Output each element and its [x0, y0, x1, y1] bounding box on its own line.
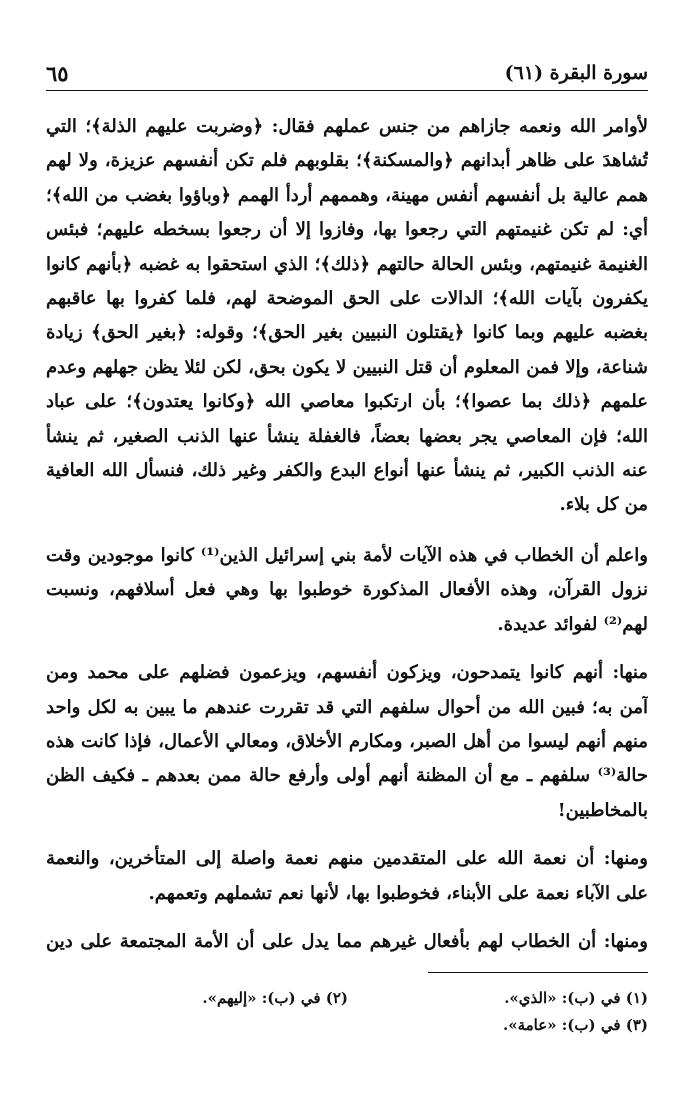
- paragraph: واعلم أن الخطاب في هذه الآيات لأمة بني إسرائيل الذين⁽¹⁾ كانوا موجودين وقت نزول القرآن، وهذه الأفعال المذكورة خوطبوا بها وهي فعل أسلافهم، ونسبت لهم⁽²⁾ لفوائد عديدة.: [46, 544, 648, 635]
- footnotes: [46, 985, 648, 1039]
- footnote-row: [46, 985, 648, 1012]
- footnote-divider: [428, 972, 648, 973]
- paragraph: ومنها: أن نعمة الله على المتقدمين منهم نعمة واصلة إلى المتأخرين، والنعمة على الآباء نعمة على الأبناء، فخوطبوا بها، لأنها نعم تشملهم وتعمهم.: [46, 848, 648, 904]
- paragraph: ومنها: أن الخطاب لهم بأفعال غيرهم مما يدل على أن الأمة المجتمعة على دين: [46, 930, 648, 952]
- page-number: ٦٥: [46, 60, 69, 86]
- paragraph: منها: أنهم كانوا يتمدحون، ويزكون أنفسهم، ويزعمون فضلهم على محمد ومن آمن به؛ فبين الله من أحوال سلفهم التي قد تقررت عندهم ما يبين به لكل واحد منهم أنهم ليسوا من أهل الصبر، ومكارم الأخلاق، ومعالي الأعمال، فإذا كانت هذه حالة⁽³⁾ سلفهم ـ مع أن المظنة أنهم أولى وأرفع حالة ممن بعدهم ـ فكيف الظن بالمخاطبين!: [46, 662, 648, 821]
- paragraph: لأوامر الله ونعمه جازاهم من جنس عملهم فقال: ﴿وضربت عليهم الذلة﴾؛ التي تُشاهدَ على ظاهر أبدانهم ﴿والمسكنة﴾؛ بقلوبهم فلم تكن أنفسهم عزيزة، ولا لهم همم عالية بل أنفسهم أنفس مهينة، وهممهم أردأ الهمم ﴿وباؤوا بغضب من الله﴾؛ أي: لم تكن غنيمتهم التي رجعوا بها، وفازوا إلا أن رجعوا بسخطه عليهم؛ فبئس الغنيمة غنيمتهم، وبئس الحالة حالتهم ﴿ذلك﴾؛ الذي استحقوا به غضبه ﴿بأنهم كانوا يكفرون بآيات الله﴾؛ الدالات على الحق الموضحة لهم، فلما كفروا بها عاقبهم بغضبه عليهم وبما كانوا ﴿يقتلون النبيين بغير الحق﴾؛ وقوله: ﴿بغير الحق﴾ زيادة شناعة، وإلا فمن المعلوم أن قتل النبيين لا يكون بحق، لكن لئلا يظن جهلهم وعدم علمهم ﴿ذلك بما عصوا﴾؛ بأن ارتكبوا معاصي الله ﴿وكانوا يعتدون﴾؛ على عباد الله؛ فإن المعاصي يجر بعضها بعضاً، فالغفلة ينشأ عنها الذنب الصغير، ثم ينشأ عنه الذنب الكبير، ثم ينشأ عنها أنواع البدع والكفر وغير ذلك، فنسأل الله العافية من كل بلاء.: [46, 116, 648, 516]
- page-header: [46, 56, 648, 91]
- footnote-3: (٣) في (ب): «عامة».: [502, 1016, 648, 1034]
- page-body: [46, 110, 648, 955]
- footnote-2: (٢) في (ب): «إليهم».: [202, 989, 348, 1007]
- surah-title: سورة البقرة (٦١): [504, 62, 648, 84]
- footnote-1: (١) في (ب): «الذي».: [504, 989, 648, 1007]
- footnote-row: [46, 1012, 648, 1039]
